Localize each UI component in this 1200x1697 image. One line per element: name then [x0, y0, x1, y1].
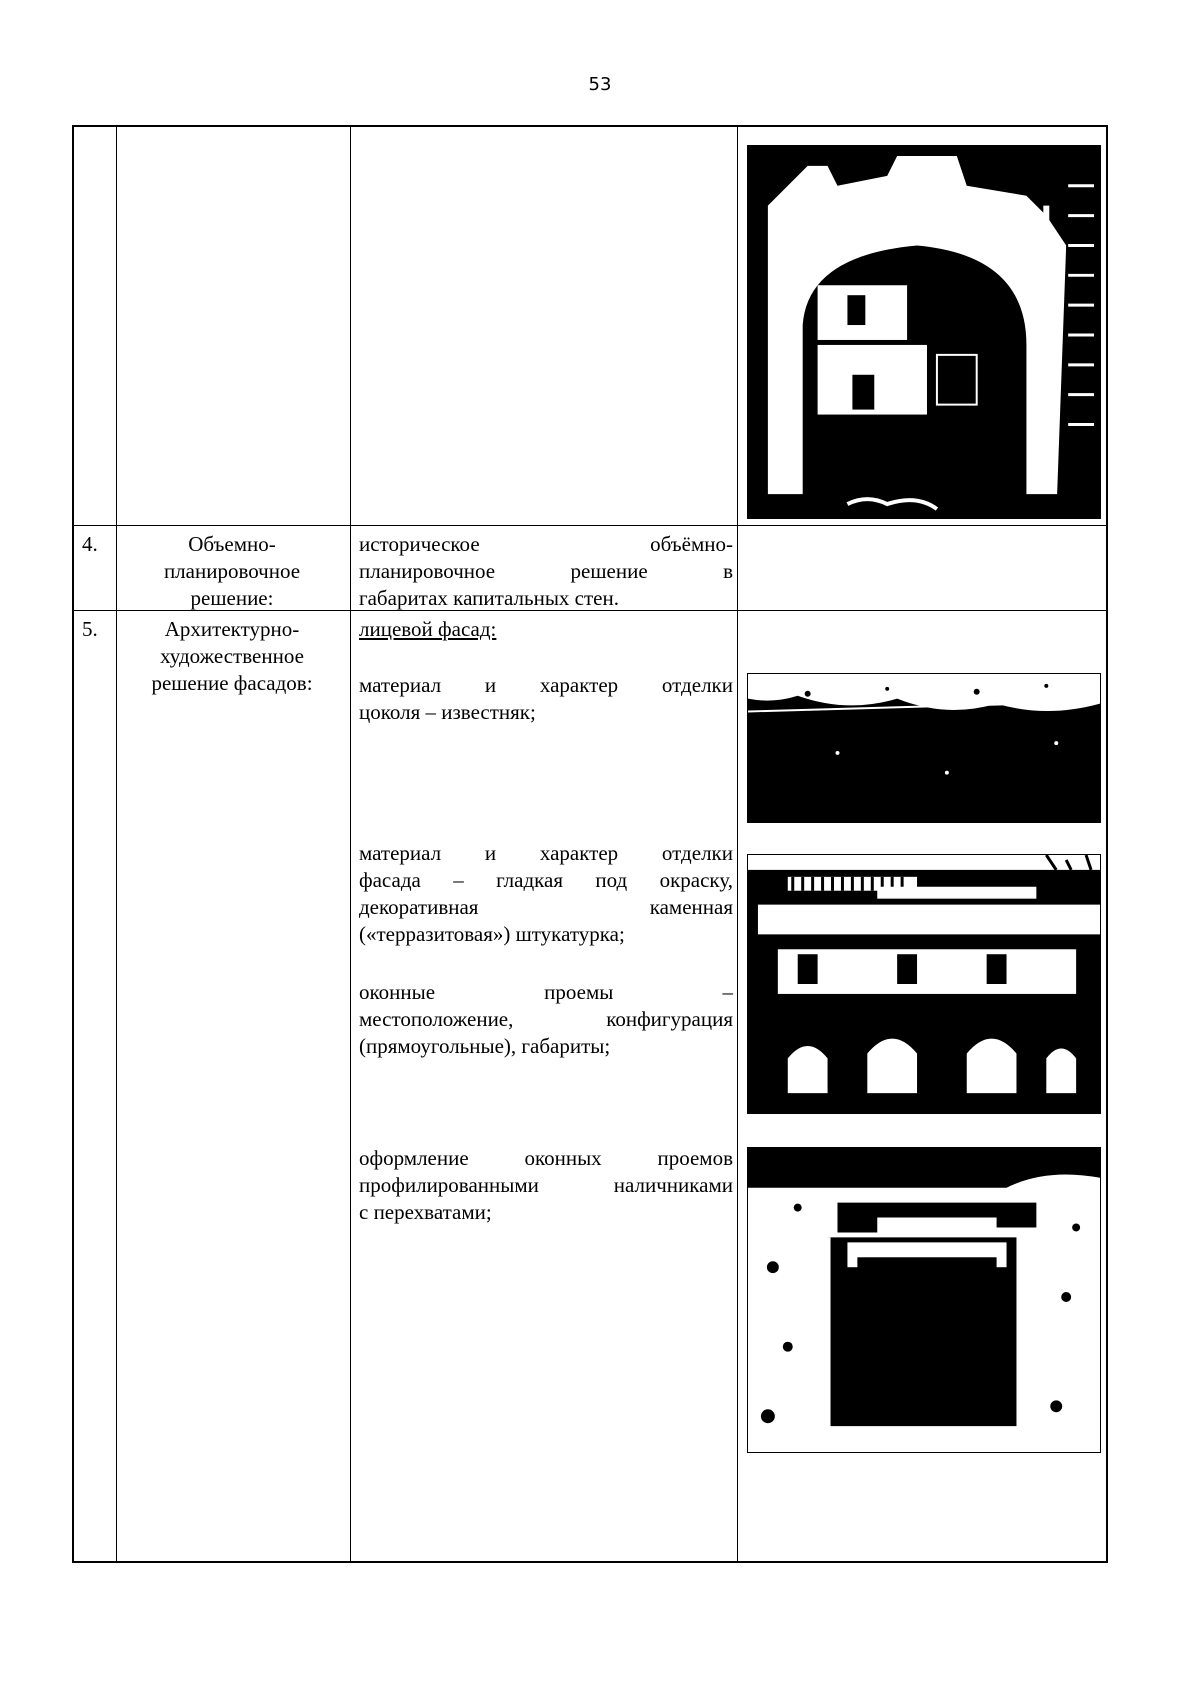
- item-line: (прямоугольные), габариты;: [359, 1034, 611, 1058]
- desc-line: историческое объёмно-: [359, 532, 733, 556]
- column-divider: [737, 127, 738, 1561]
- archway-photo: [747, 145, 1101, 519]
- column-divider: [350, 127, 351, 1561]
- item-line: с перехватами;: [359, 1200, 492, 1224]
- window-photo: [747, 1147, 1101, 1453]
- row-name-line: Объемно-: [188, 532, 276, 556]
- page-number: 53: [588, 74, 612, 95]
- item-line: («терразитовая») штукатурка;: [359, 922, 625, 946]
- desc-line: планировочное решение в: [359, 559, 733, 583]
- row-name-line: планировочное: [163, 559, 301, 583]
- row-name-line: художественное: [160, 644, 304, 668]
- desc-line: габаритах капитальных стен.: [359, 586, 619, 610]
- facade-photo: [747, 854, 1101, 1114]
- row-name-line: Архитектурно-: [164, 617, 300, 641]
- row-name-line: решение:: [190, 586, 274, 610]
- heritage-table: [72, 125, 1108, 1563]
- column-divider: [116, 127, 117, 1561]
- row-number: 4.: [82, 532, 98, 556]
- row-name: [116, 531, 348, 612]
- row-description: [359, 531, 733, 612]
- item-line: декоративная каменная: [359, 895, 733, 919]
- facade-item: [359, 672, 733, 726]
- facade-item: [359, 840, 733, 948]
- item-line: оформление оконных проемов: [359, 1146, 733, 1170]
- row-number: 5.: [82, 617, 98, 641]
- item-line: профилированными наличниками: [359, 1173, 733, 1197]
- row-name-line: решение фасадов:: [151, 671, 313, 695]
- row-divider: [74, 525, 1106, 526]
- facade-item: [359, 979, 733, 1060]
- item-line: материал и характер отделки: [359, 841, 733, 865]
- item-line: оконные проемы –: [359, 980, 733, 1004]
- facade-heading: лицевой фасад:: [359, 617, 497, 641]
- row-name: [116, 616, 348, 697]
- item-line: местоположение, конфигурация: [359, 1007, 733, 1031]
- plinth-photo: [747, 673, 1101, 823]
- item-line: цоколя – известняк;: [359, 700, 536, 724]
- facade-item: [359, 1145, 733, 1226]
- item-line: фасада – гладкая под окраску,: [359, 868, 733, 892]
- item-line: материал и характер отделки: [359, 673, 733, 697]
